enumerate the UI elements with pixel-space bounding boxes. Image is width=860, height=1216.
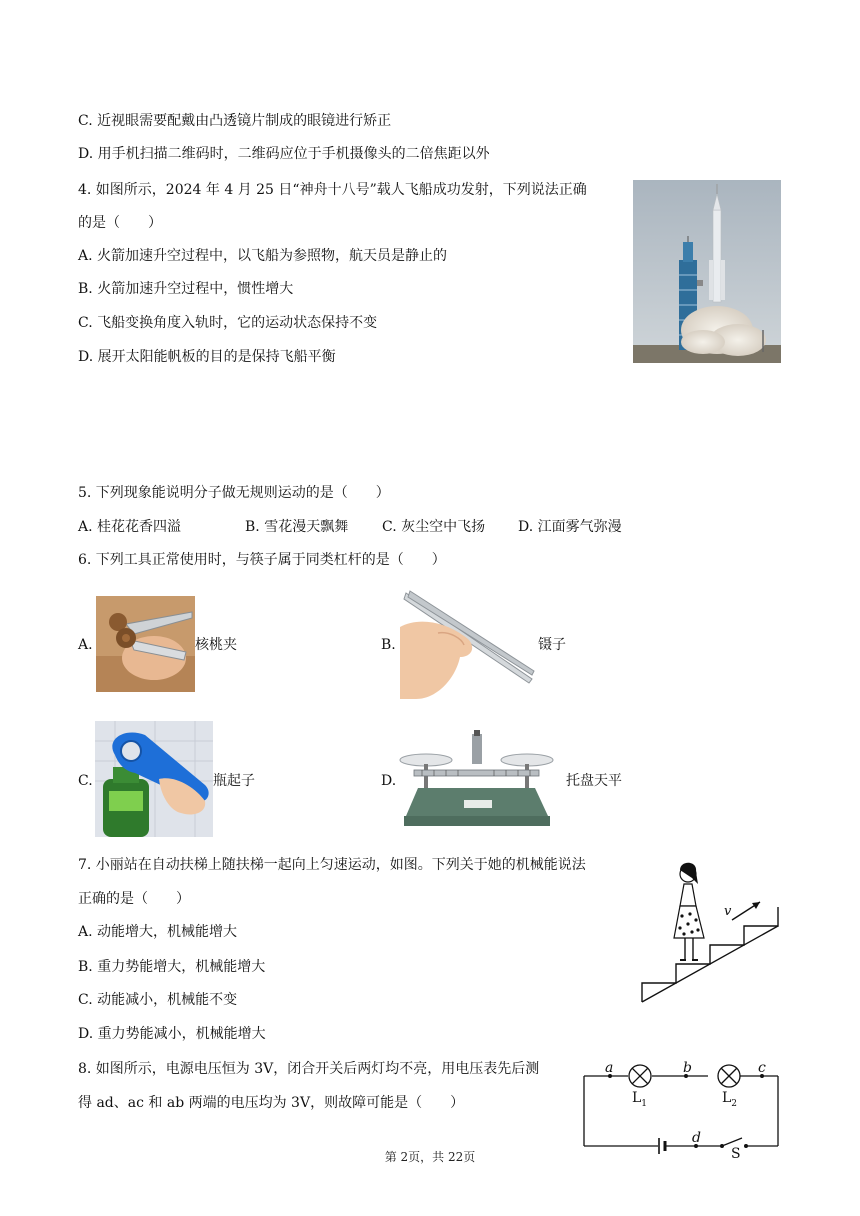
q6-option-c-name: 瓶起子 [213, 773, 255, 789]
rocket-launch-photo [633, 180, 781, 363]
q6-option-c-letter: C. [78, 773, 93, 789]
q4-option-a: A. 火箭加速升空过程中，以飞船为参照物，航天员是静止的 [78, 248, 448, 264]
q6-option-d-letter: D. [381, 773, 397, 789]
q5-option-b: B. 雪花漫天飘舞 [245, 519, 349, 535]
q4-option-c: C. 飞船变换角度入轨时，它的运动状态保持不变 [78, 315, 378, 331]
q6-option-a-name: 核桃夹 [195, 637, 237, 653]
q4-stem-line1: 4. 如图所示，2024 年 4 月 25 日“神舟十八号”载人飞船成功发射，下列说法正确 [78, 182, 587, 198]
lamp1-subscript: 1 [641, 1098, 648, 1109]
q3-option-c: C. 近视眼需要配戴由凸透镜片制成的眼镜进行矫正 [78, 113, 392, 129]
q8-stem-line1: 8. 如图所示，电源电压恒为 3V，闭合开关后两灯均不亮，用电压表先后测 [78, 1061, 540, 1077]
q4-stem-line2: 的是（ ） [78, 215, 162, 231]
lamp2-subscript: 2 [731, 1098, 738, 1109]
q5-stem: 5. 下列现象能说明分子做无规则运动的是（ ） [78, 485, 390, 501]
velocity-label: v [724, 904, 732, 919]
page-footer: 第 2页，共 22页 [384, 1150, 476, 1164]
q6-option-b-name: 镊子 [538, 637, 566, 653]
q5-option-a: A. 桂花花香四溢 [78, 519, 182, 535]
q7-option-b: B. 重力势能增大，机械能增大 [78, 959, 266, 975]
circuit-label-s: S [731, 1146, 741, 1162]
circuit-label-b: b [683, 1060, 692, 1076]
q7-stem-line2: 正确的是（ ） [78, 891, 190, 907]
circuit-label-l2 [722, 1088, 737, 1114]
q7-option-a: A. 动能增大，机械能增大 [78, 924, 238, 940]
q6-option-d-name: 托盘天平 [566, 773, 622, 789]
circuit-label-c: c [758, 1060, 766, 1076]
nutcracker-image [96, 596, 195, 692]
q5-option-d: D. 江面雾气弥漫 [518, 519, 622, 535]
lamp2-letter: L [722, 1090, 732, 1106]
q3-option-d: D. 用手机扫描二维码时，二维码应位于手机摄像头的二倍焦距以外 [78, 146, 490, 162]
bottle-opener-image [95, 721, 213, 837]
lamp1-letter: L [632, 1090, 642, 1106]
escalator-figure [640, 856, 782, 1004]
q4-option-d: D. 展开太阳能帆板的目的是保持飞船平衡 [78, 349, 336, 365]
balance-scale-image [398, 730, 555, 830]
q6-stem: 6. 下列工具正常使用时，与筷子属于同类杠杆的是（ ） [78, 552, 446, 568]
q8-stem-line2: 得 ad、ac 和 ab 两端的电压均为 3V，则故障可能是（ ） [78, 1095, 465, 1111]
q6-option-b-letter: B. [381, 637, 396, 653]
q5-option-c: C. 灰尘空中飞扬 [382, 519, 486, 535]
q4-option-b: B. 火箭加速升空过程中，惯性增大 [78, 281, 294, 297]
tweezers-image [398, 587, 535, 700]
circuit-label-a: a [605, 1060, 614, 1076]
q7-option-c: C. 动能减小，机械能不变 [78, 992, 238, 1008]
circuit-label-d: d [692, 1130, 701, 1146]
q7-stem-line1: 7. 小丽站在自动扶梯上随扶梯一起向上匀速运动，如图。下列关于她的机械能说法 [78, 857, 586, 873]
circuit-label-l1 [632, 1088, 647, 1114]
q6-option-a-letter: A. [78, 637, 93, 653]
q7-option-d: D. 重力势能减小，机械能增大 [78, 1026, 266, 1042]
